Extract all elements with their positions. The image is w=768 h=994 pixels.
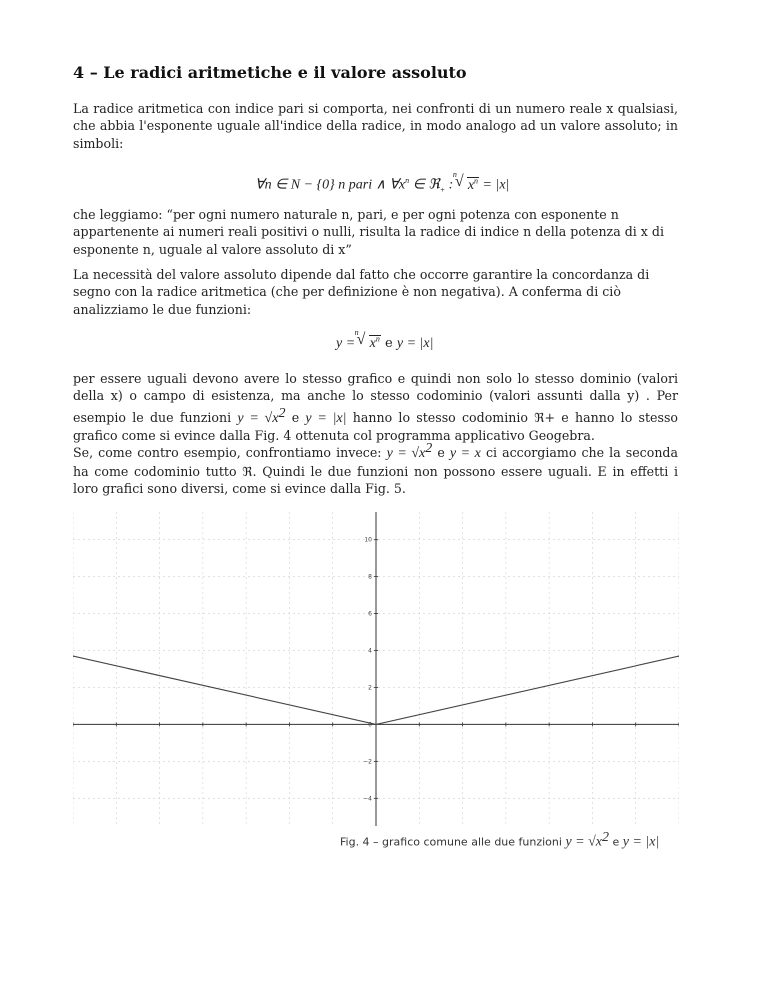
paragraph-intro: La radice aritmetica con indice pari si comporta, nei confronti di un numero reale x qualsiasi, che abbia l'esponente uguale all'indice della radice, in modo analogo ad un valore assoluto; in simboli:: [73, 101, 678, 151]
formula-radice-valore-assoluto: ∀n ∈ N − {0} n pari ∧ $\forall x^n$ ∈ ℜ$_+$ : √ n $x^n = |x|$: [255, 176, 509, 194]
y-tick-label: −4: [363, 795, 372, 803]
paragraph-example: per essere uguali devono avere lo stesso grafico e quindi non solo lo stesso dominio (valori della x) o campo di esistenza, ma anche lo stesso codominio (valori assunti dalla y) . Per esempio le due funzioni $y = √x^2$ e y = |x| hanno lo stesso codominio ℜ+ e hanno lo stesso grafico come si evince dalla Fig. 4 ottenuta col programma applicativo Geogebra.: [73, 371, 679, 444]
section-title: 4 – Le radici aritmetiche e il valore assoluto: [73, 63, 467, 82]
inline-formula-sqrt: y = √x: [237, 411, 279, 426]
y-tick-label: 6: [368, 610, 372, 618]
y-tick-label: 2: [368, 684, 372, 692]
paragraph-reading: che leggiamo: “per ogni numero naturale n, pari, e per ogni potenza con esponente n appartenente ai numeri reali positivi o nulli, risulta la radice di indice n della potenza di x di esponente n, uguale al valore assoluto di x”: [73, 207, 664, 257]
formula-two-functions: y = √ n $x^n$ e y = |x|: [336, 332, 433, 352]
paragraph-counterexample: Se, come contro esempio, confrontiamo invece: $y = √x^2$ e y = x ci accorgiamo che la seconda ha come codominio tutto ℜ. Quindi le due funzioni non possono essere uguali. E in effetti i loro grafici sono diversi, come si evince dalla Fig. 5.: [73, 441, 678, 496]
y-tick-label: −2: [363, 758, 372, 766]
y-tick-label: 4: [368, 647, 372, 655]
paragraph-necessity: La necessità del valore assoluto dipende dal fatto che occorre garantire la concordanza di segno con la radice aritmetica (che per definizione è non negativa). A conferma di ciò analizziamo le due funzioni:: [73, 267, 650, 317]
y-tick-label: 10: [364, 536, 372, 544]
y-tick-label: 8: [368, 573, 372, 581]
y-tick-label: 0: [368, 721, 372, 729]
series-point: [375, 724, 377, 726]
figure-caption: Fig. 4 – grafico comune alle due funzioni $y = √x^2$ e y = |x|: [340, 830, 660, 850]
geogebra-graph: [73, 512, 679, 826]
inline-formula-abs: y = |x|: [305, 411, 347, 426]
